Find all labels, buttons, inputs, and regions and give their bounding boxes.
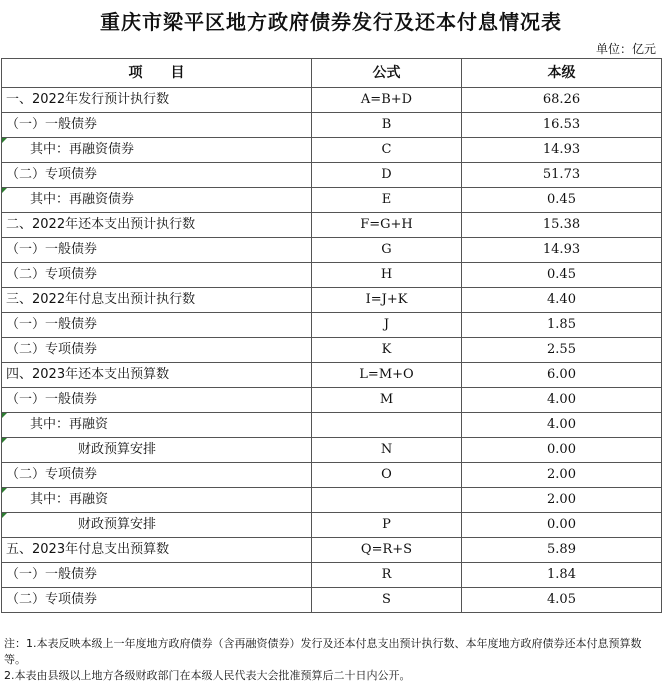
row-formula: R <box>312 563 462 588</box>
table-row <box>2 313 662 338</box>
row-item-label: （二）专项债券 <box>2 588 312 613</box>
row-item-label: 五、2023年付息支出预算数 <box>2 538 312 563</box>
table-row <box>2 213 662 238</box>
row-value: 4.00 <box>462 413 662 438</box>
row-item-label: 一、2022年发行预计执行数 <box>2 88 312 113</box>
table-row <box>2 188 662 213</box>
row-item-label: 其中：再融资债券 <box>2 188 312 213</box>
row-formula: F=G+H <box>312 213 462 238</box>
table-row <box>2 463 662 488</box>
table-row <box>2 438 662 463</box>
row-formula: Q=R+S <box>312 538 462 563</box>
table-row <box>2 338 662 363</box>
row-formula: K <box>312 338 462 363</box>
row-value: 4.40 <box>462 288 662 313</box>
table-row <box>2 263 662 288</box>
row-formula <box>312 413 462 438</box>
table-row <box>2 363 662 388</box>
row-formula: O <box>312 463 462 488</box>
row-value: 2.00 <box>462 488 662 513</box>
note-1: 注：1.本表反映本级上一年度地方政府债券（含再融资债券）发行及还本付息支出预计执行数、本年度地方政府债券还本付息预算数等。 <box>4 637 642 666</box>
table-header-row <box>2 59 662 88</box>
row-item-label: 二、2022年还本支出预计执行数 <box>2 213 312 238</box>
row-formula: L=M+O <box>312 363 462 388</box>
row-item-label: 财政预算安排 <box>2 513 312 538</box>
row-formula: H <box>312 263 462 288</box>
row-item-label: （二）专项债券 <box>2 338 312 363</box>
row-item-label: （一）一般债券 <box>2 388 312 413</box>
row-item-label: （一）一般债券 <box>2 563 312 588</box>
header-item: 项 目 <box>2 59 312 88</box>
row-formula: A=B+D <box>312 88 462 113</box>
table-row <box>2 513 662 538</box>
row-formula: P <box>312 513 462 538</box>
row-formula: E <box>312 188 462 213</box>
header-value: 本级 <box>462 59 662 88</box>
row-value: 4.00 <box>462 388 662 413</box>
row-value: 2.00 <box>462 463 662 488</box>
row-formula: N <box>312 438 462 463</box>
row-value: 14.93 <box>462 138 662 163</box>
table-row <box>2 388 662 413</box>
row-value: 0.00 <box>462 438 662 463</box>
row-item-label: （一）一般债券 <box>2 113 312 138</box>
row-item-label: （一）一般债券 <box>2 313 312 338</box>
row-value: 2.55 <box>462 338 662 363</box>
row-formula: C <box>312 138 462 163</box>
row-formula: M <box>312 388 462 413</box>
header-formula: 公式 <box>312 59 462 88</box>
table-row <box>2 138 662 163</box>
debt-table <box>1 58 662 613</box>
row-formula: I=J+K <box>312 288 462 313</box>
row-value: 0.45 <box>462 263 662 288</box>
table-row <box>2 488 662 513</box>
table-row <box>2 588 662 613</box>
table-body <box>2 88 662 613</box>
note-2: 2.本表由县级以上地方各级财政部门在本级人民代表大会批准预算后二十日内公开。 <box>4 669 411 682</box>
row-item-label: 其中：再融资债券 <box>2 138 312 163</box>
row-formula: J <box>312 313 462 338</box>
row-value: 6.00 <box>462 363 662 388</box>
row-value: 1.84 <box>462 563 662 588</box>
row-item-label: 其中：再融资 <box>2 413 312 438</box>
row-item-label: 财政预算安排 <box>2 438 312 463</box>
row-item-label: （二）专项债券 <box>2 163 312 188</box>
unit-label: 单位：亿元 <box>595 42 656 56</box>
table-row <box>2 163 662 188</box>
row-value: 4.05 <box>462 588 662 613</box>
table-row <box>2 238 662 263</box>
row-value: 51.73 <box>462 163 662 188</box>
page-title: 重庆市梁平区地方政府债券发行及还本付息情况表 <box>100 10 562 34</box>
notes <box>4 636 658 684</box>
table-row <box>2 563 662 588</box>
row-value: 14.93 <box>462 238 662 263</box>
table-row <box>2 288 662 313</box>
table-row <box>2 88 662 113</box>
table-row <box>2 413 662 438</box>
row-formula: B <box>312 113 462 138</box>
row-value: 68.26 <box>462 88 662 113</box>
row-formula: G <box>312 238 462 263</box>
row-value: 15.38 <box>462 213 662 238</box>
table-row <box>2 113 662 138</box>
row-value: 1.85 <box>462 313 662 338</box>
row-formula: D <box>312 163 462 188</box>
row-item-label: 四、2023年还本支出预算数 <box>2 363 312 388</box>
row-item-label: （二）专项债券 <box>2 463 312 488</box>
table-row <box>2 538 662 563</box>
row-value: 0.45 <box>462 188 662 213</box>
row-formula: S <box>312 588 462 613</box>
row-item-label: （二）专项债券 <box>2 263 312 288</box>
row-item-label: 其中：再融资 <box>2 488 312 513</box>
row-value: 0.00 <box>462 513 662 538</box>
row-value: 5.89 <box>462 538 662 563</box>
row-formula <box>312 488 462 513</box>
row-value: 16.53 <box>462 113 662 138</box>
row-item-label: 三、2022年付息支出预计执行数 <box>2 288 312 313</box>
row-item-label: （一）一般债券 <box>2 238 312 263</box>
